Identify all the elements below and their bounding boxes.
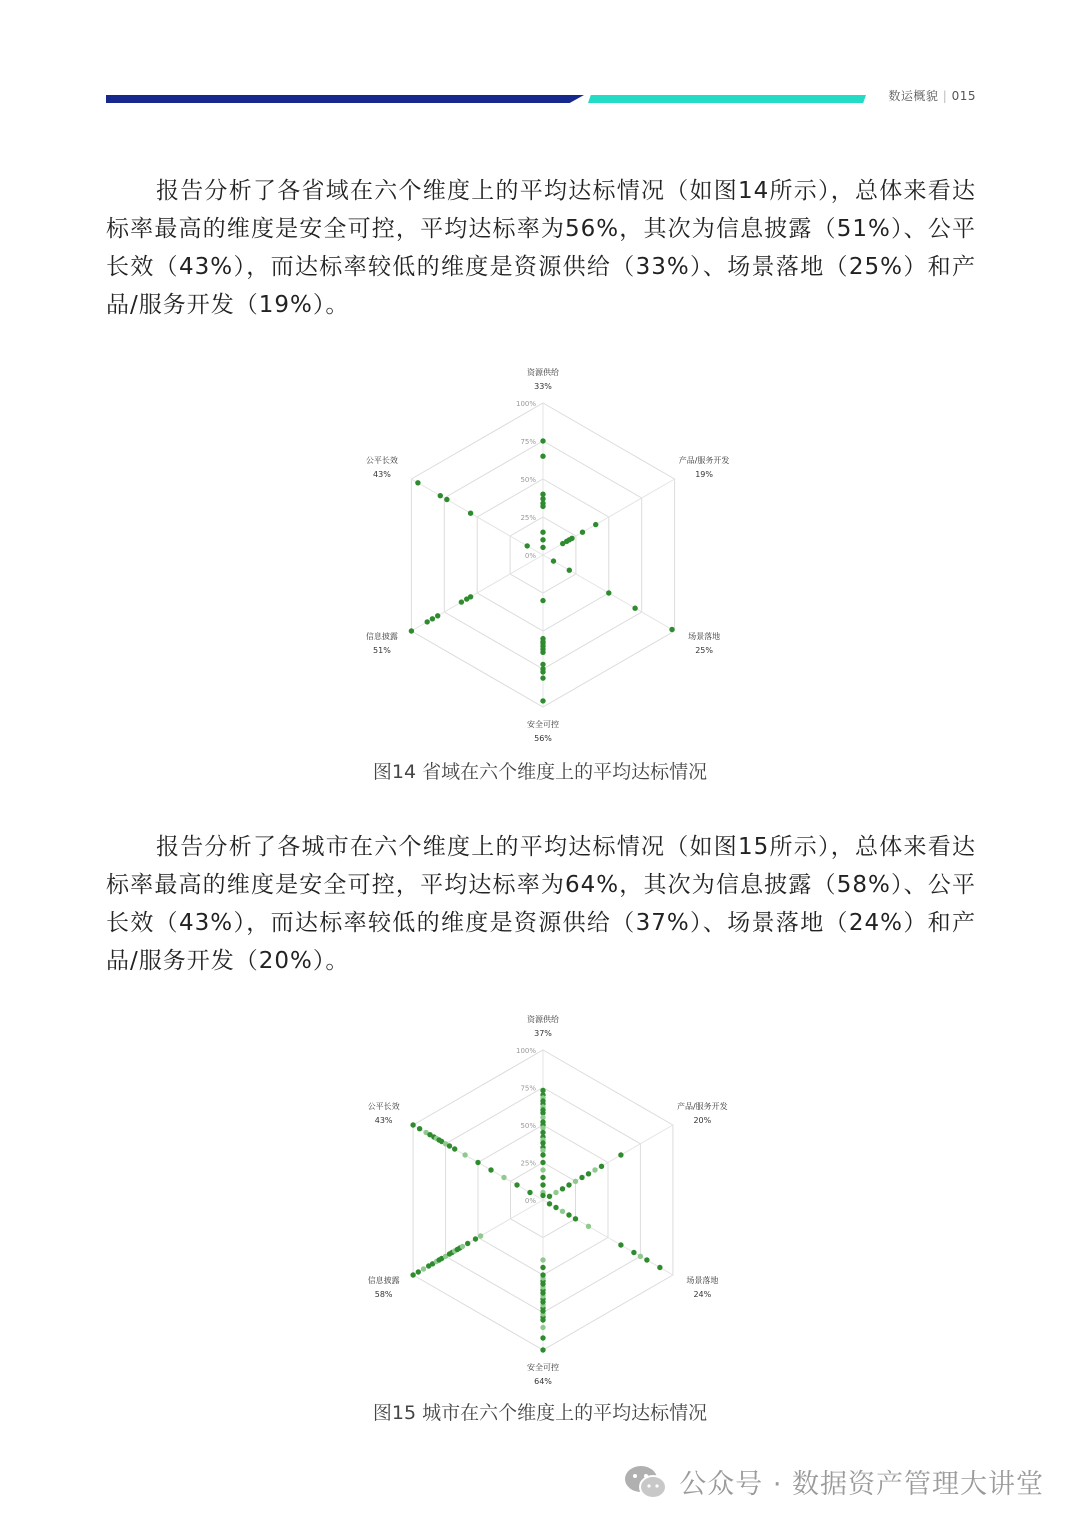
data-point [631, 1250, 636, 1255]
axis-label: 产品/服务开发 [676, 1102, 728, 1111]
data-point [580, 530, 585, 535]
data-point [540, 1257, 545, 1262]
data-point [540, 662, 545, 667]
header-accent-bar-blue [106, 95, 584, 103]
data-point [669, 627, 674, 632]
radar-scale-tick: 25% [520, 1159, 536, 1168]
axis-average: 20% [693, 1116, 712, 1125]
data-point [410, 1122, 415, 1127]
data-point [540, 537, 545, 542]
data-point [540, 530, 545, 535]
data-point [475, 1160, 480, 1165]
data-point [478, 1233, 483, 1238]
data-point [573, 1216, 578, 1221]
data-point [459, 599, 464, 604]
footer-wechat-account [623, 1462, 1044, 1501]
data-point [632, 606, 637, 611]
data-point [465, 1241, 470, 1246]
data-point [540, 1175, 545, 1180]
data-point [553, 1190, 558, 1195]
wechat-icon [623, 1463, 669, 1501]
data-point [540, 492, 545, 497]
data-point [540, 1272, 545, 1277]
data-point [435, 613, 440, 618]
data-point [540, 1167, 545, 1172]
data-point [438, 493, 443, 498]
data-point [468, 511, 473, 516]
data-point [560, 541, 565, 546]
data-point [547, 1201, 552, 1206]
axis-average: 58% [374, 1290, 393, 1299]
data-point [416, 1269, 421, 1274]
data-point [566, 1212, 571, 1217]
radar-chart-province [310, 362, 770, 744]
axis-label: 安全可控 [527, 720, 559, 729]
data-point [430, 616, 435, 621]
data-point [540, 1347, 545, 1352]
data-point [473, 1236, 478, 1241]
paragraph-city: 报告分析了各城市在六个维度上的平均达标情况（如图15所示），总体来看达标率最高的维度是安全可控，平均达标率为64%，其次为信息披露（58%）、公平长效（43%），而达标率较低的维度是资源供给（37%）、场景落地（24%）和产品/服务开发（20%）。 [106, 834, 976, 974]
data-point [540, 1193, 545, 1198]
radar-scale-tick: 75% [520, 1084, 536, 1093]
radar-scale-tick: 100% [515, 1047, 536, 1055]
axis-label: 安全可控 [527, 1363, 559, 1372]
axis-label: 公平长效 [365, 456, 398, 465]
radar-scale-tick: 0% [524, 1197, 536, 1205]
data-point [409, 628, 414, 633]
data-point [540, 675, 545, 680]
radar-scale-tick: 25% [520, 514, 536, 522]
data-point [579, 1175, 584, 1180]
data-point [540, 1325, 545, 1330]
axis-label: 信息披露 [365, 632, 398, 641]
data-point [527, 1190, 532, 1195]
data-point [540, 636, 545, 641]
data-point [551, 558, 556, 563]
data-point [525, 543, 530, 548]
page-header: 数运概貌 | 015 [888, 89, 976, 103]
data-point [547, 1194, 552, 1199]
data-point [540, 666, 545, 671]
data-point [540, 1152, 545, 1157]
radar-scale-tick: 0% [524, 552, 536, 560]
data-point [638, 1254, 643, 1259]
data-point [415, 480, 420, 485]
header-page-number: 015 [951, 89, 976, 103]
data-point [567, 568, 572, 573]
data-point [444, 497, 449, 502]
data-point [618, 1152, 623, 1157]
header-accent-bar-teal [588, 95, 866, 103]
axis-label: 场景落地 [688, 632, 721, 641]
data-point [452, 1146, 457, 1151]
axis-label: 产品/服务开发 [678, 456, 730, 465]
axis-label: 公平长效 [367, 1102, 400, 1111]
data-point [460, 1244, 465, 1249]
data-point [468, 594, 473, 599]
data-point [421, 1266, 426, 1271]
data-point [540, 504, 545, 509]
figure14-caption: 图14 省域在六个维度上的平均达标情况 [372, 761, 708, 783]
data-point [540, 598, 545, 603]
axis-average: 56% [534, 734, 552, 743]
axis-label: 资源供给 [527, 1015, 559, 1024]
data-point [586, 1224, 591, 1229]
data-point [462, 1152, 467, 1157]
footer-account-name: 公众号 · 数据资产管理大讲堂 [679, 1469, 1044, 1500]
data-point [540, 438, 545, 443]
radar-scale-tick: 50% [520, 476, 536, 484]
data-point [593, 522, 598, 527]
data-point [573, 1179, 578, 1184]
data-point [501, 1175, 506, 1180]
data-point [540, 1265, 545, 1270]
data-point [540, 1335, 545, 1340]
data-point [618, 1242, 623, 1247]
data-point [447, 1143, 452, 1148]
axis-average: 33% [534, 382, 552, 391]
data-point [540, 1160, 545, 1165]
radar-scale-tick: 75% [520, 438, 536, 446]
header-section: 数运概貌 [888, 89, 939, 103]
data-point [540, 1182, 545, 1187]
data-point [540, 545, 545, 550]
axis-average: 19% [695, 470, 713, 479]
data-point [592, 1167, 597, 1172]
axis-average: 25% [695, 646, 713, 655]
data-point [514, 1182, 519, 1187]
data-point [540, 454, 545, 459]
data-point [425, 619, 430, 624]
data-point [540, 698, 545, 703]
data-point [657, 1265, 662, 1270]
data-point [560, 1186, 565, 1191]
radar-scale-tick: 50% [520, 1122, 536, 1130]
paragraph-province: 报告分析了各省域在六个维度上的平均达标情况（如图14所示），总体来看达标率最高的维度是安全可控，平均达标率为56%，其次为信息披露（51%）、公平长效（43%），而达标率较低的维度是资源供给（33%）、场景落地（25%）和产品/服务开发（19%）。 [106, 178, 976, 318]
data-point [606, 590, 611, 595]
data-point [586, 1171, 591, 1176]
axis-average: 43% [373, 470, 391, 479]
axis-label: 资源供给 [527, 368, 559, 377]
axis-average: 43% [374, 1116, 393, 1125]
data-point [488, 1167, 493, 1172]
data-point [417, 1126, 422, 1131]
data-point [553, 1205, 558, 1210]
figure15-caption: 图15 城市在六个维度上的平均达标情况 [372, 1402, 708, 1424]
axis-average: 64% [534, 1377, 552, 1385]
radar-chart-city [310, 1015, 770, 1385]
axis-average: 37% [534, 1029, 552, 1038]
axis-label: 场景落地 [686, 1276, 719, 1285]
radar-scale-tick: 100% [515, 400, 536, 408]
data-point [644, 1257, 649, 1262]
axis-average: 24% [693, 1290, 712, 1299]
data-point [410, 1272, 415, 1277]
data-point [599, 1164, 604, 1169]
data-point [566, 1182, 571, 1187]
axis-label: 信息披露 [367, 1276, 400, 1285]
data-point [560, 1209, 565, 1214]
axis-average: 51% [373, 646, 391, 655]
